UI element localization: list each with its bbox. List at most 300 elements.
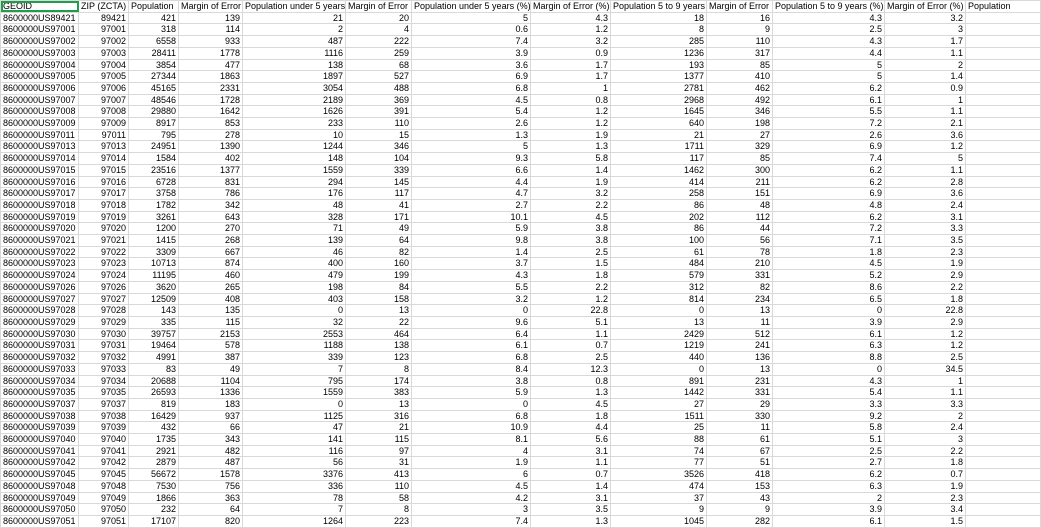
data-cell[interactable]: 97029 — [79, 316, 129, 328]
data-cell[interactable]: 3.8 — [531, 235, 611, 247]
data-cell[interactable]: 97002 — [79, 36, 129, 48]
geoid-cell[interactable]: 8600000US97003 — [1, 47, 79, 59]
data-cell[interactable]: 7.1 — [773, 235, 885, 247]
column-header[interactable]: Population under 5 years — [243, 1, 346, 13]
data-cell[interactable]: 97015 — [79, 164, 129, 176]
data-cell[interactable] — [966, 281, 1041, 293]
data-cell[interactable]: 487 — [179, 457, 243, 469]
data-cell[interactable]: 8 — [346, 363, 412, 375]
data-cell[interactable] — [966, 59, 1041, 71]
data-cell[interactable]: 13 — [707, 305, 773, 317]
data-cell[interactable]: 97011 — [79, 129, 129, 141]
data-cell[interactable]: 97038 — [79, 410, 129, 422]
data-cell[interactable]: 3.1 — [531, 492, 611, 504]
data-cell[interactable] — [966, 316, 1041, 328]
data-cell[interactable]: 0 — [611, 363, 707, 375]
data-cell[interactable]: 97050 — [79, 504, 129, 516]
data-cell[interactable]: 97045 — [79, 469, 129, 481]
data-cell[interactable]: 1866 — [129, 492, 179, 504]
geoid-cell[interactable]: 8600000US97006 — [1, 82, 79, 94]
data-cell[interactable] — [966, 246, 1041, 258]
data-cell[interactable]: 578 — [179, 340, 243, 352]
data-cell[interactable]: 1.4 — [412, 246, 531, 258]
data-cell[interactable]: 6.1 — [773, 515, 885, 527]
data-cell[interactable]: 97019 — [79, 211, 129, 223]
data-cell[interactable]: 110 — [346, 118, 412, 130]
data-cell[interactable]: 45165 — [129, 82, 179, 94]
data-cell[interactable]: 460 — [179, 270, 243, 282]
geoid-cell[interactable]: 8600000US97026 — [1, 281, 79, 293]
data-cell[interactable]: 1.2 — [885, 328, 966, 340]
data-cell[interactable]: 21 — [611, 129, 707, 141]
data-cell[interactable]: 0 — [773, 305, 885, 317]
data-cell[interactable]: 145 — [346, 176, 412, 188]
data-cell[interactable] — [966, 270, 1041, 282]
data-cell[interactable]: 814 — [611, 293, 707, 305]
data-cell[interactable]: 1.1 — [885, 47, 966, 59]
data-cell[interactable]: 0.8 — [531, 375, 611, 387]
data-cell[interactable]: 97013 — [79, 141, 129, 153]
data-cell[interactable] — [966, 258, 1041, 270]
data-cell[interactable]: 176 — [243, 188, 346, 200]
data-cell[interactable] — [966, 363, 1041, 375]
data-cell[interactable] — [966, 305, 1041, 317]
data-cell[interactable]: 3.6 — [412, 59, 531, 71]
data-cell[interactable]: 0.7 — [531, 340, 611, 352]
data-cell[interactable]: 5.9 — [412, 223, 531, 235]
data-cell[interactable]: 1377 — [179, 164, 243, 176]
data-cell[interactable]: 1.9 — [885, 480, 966, 492]
data-cell[interactable]: 3854 — [129, 59, 179, 71]
data-cell[interactable]: 41 — [346, 199, 412, 211]
data-cell[interactable]: 56672 — [129, 469, 179, 481]
column-header[interactable]: GEOID — [1, 1, 79, 13]
data-cell[interactable]: 97009 — [79, 118, 129, 130]
data-cell[interactable]: 270 — [179, 223, 243, 235]
data-cell[interactable]: 48546 — [129, 94, 179, 106]
data-cell[interactable]: 1511 — [611, 410, 707, 422]
data-cell[interactable]: 56 — [243, 457, 346, 469]
data-cell[interactable]: 16 — [707, 12, 773, 24]
data-cell[interactable]: 6.2 — [773, 211, 885, 223]
data-cell[interactable]: 1626 — [243, 106, 346, 118]
data-cell[interactable]: 2.5 — [885, 352, 966, 364]
geoid-cell[interactable]: 8600000US97031 — [1, 340, 79, 352]
data-cell[interactable]: 29880 — [129, 106, 179, 118]
data-cell[interactable]: 83 — [129, 363, 179, 375]
data-cell[interactable]: 12.3 — [531, 363, 611, 375]
data-cell[interactable]: 64 — [179, 504, 243, 516]
data-cell[interactable]: 2.7 — [773, 457, 885, 469]
data-cell[interactable]: 10.1 — [412, 211, 531, 223]
data-cell[interactable]: 58 — [346, 492, 412, 504]
data-cell[interactable]: 1.8 — [885, 457, 966, 469]
data-cell[interactable]: 1.4 — [531, 480, 611, 492]
data-cell[interactable]: 138 — [346, 340, 412, 352]
data-cell[interactable]: 3.2 — [412, 293, 531, 305]
data-cell[interactable]: 285 — [611, 36, 707, 48]
data-cell[interactable]: 1219 — [611, 340, 707, 352]
data-cell[interactable]: 6.3 — [773, 340, 885, 352]
data-cell[interactable]: 183 — [179, 398, 243, 410]
data-cell[interactable]: 27 — [611, 398, 707, 410]
data-cell[interactable]: 97001 — [79, 24, 129, 36]
data-cell[interactable]: 4.4 — [773, 47, 885, 59]
data-cell[interactable]: 7.4 — [773, 153, 885, 165]
data-cell[interactable]: 6 — [412, 469, 531, 481]
data-cell[interactable] — [966, 293, 1041, 305]
data-cell[interactable]: 117 — [346, 188, 412, 200]
data-cell[interactable]: 346 — [707, 106, 773, 118]
data-cell[interactable]: 9.2 — [773, 410, 885, 422]
data-cell[interactable]: 0.7 — [531, 469, 611, 481]
data-cell[interactable] — [966, 12, 1041, 24]
data-cell[interactable]: 97035 — [79, 387, 129, 399]
data-cell[interactable]: 199 — [346, 270, 412, 282]
data-cell[interactable]: 6.8 — [412, 352, 531, 364]
data-cell[interactable]: 6.2 — [773, 469, 885, 481]
data-cell[interactable]: 26593 — [129, 387, 179, 399]
geoid-cell[interactable]: 8600000US97002 — [1, 36, 79, 48]
data-cell[interactable]: 3.2 — [531, 188, 611, 200]
data-cell[interactable]: 3.3 — [885, 223, 966, 235]
data-cell[interactable]: 891 — [611, 375, 707, 387]
data-cell[interactable]: 331 — [707, 387, 773, 399]
data-cell[interactable]: 1442 — [611, 387, 707, 399]
data-cell[interactable] — [966, 94, 1041, 106]
data-cell[interactable]: 6.1 — [773, 328, 885, 340]
data-cell[interactable]: 12509 — [129, 293, 179, 305]
data-cell[interactable]: 4.5 — [531, 211, 611, 223]
data-cell[interactable]: 19464 — [129, 340, 179, 352]
data-cell[interactable]: 44 — [707, 223, 773, 235]
data-cell[interactable]: 418 — [707, 469, 773, 481]
data-cell[interactable]: 22.8 — [885, 305, 966, 317]
data-cell[interactable]: 3526 — [611, 469, 707, 481]
data-cell[interactable]: 86 — [611, 199, 707, 211]
data-cell[interactable]: 1 — [885, 94, 966, 106]
data-cell[interactable]: 2879 — [129, 457, 179, 469]
data-cell[interactable]: 6.6 — [412, 164, 531, 176]
data-cell[interactable] — [966, 398, 1041, 410]
data-cell[interactable]: 484 — [611, 258, 707, 270]
data-cell[interactable]: 138 — [243, 59, 346, 71]
data-cell[interactable]: 97031 — [79, 340, 129, 352]
data-cell[interactable]: 4.4 — [531, 422, 611, 434]
data-cell[interactable]: 97 — [346, 445, 412, 457]
data-cell[interactable]: 819 — [129, 398, 179, 410]
data-cell[interactable]: 6.2 — [773, 176, 885, 188]
data-cell[interactable]: 3.4 — [885, 504, 966, 516]
data-cell[interactable]: 97003 — [79, 47, 129, 59]
data-cell[interactable]: 0 — [243, 398, 346, 410]
geoid-cell[interactable]: 8600000US97039 — [1, 422, 79, 434]
geoid-cell[interactable]: 8600000US97034 — [1, 375, 79, 387]
data-cell[interactable]: 97017 — [79, 188, 129, 200]
data-cell[interactable]: 9 — [707, 504, 773, 516]
data-cell[interactable]: 2.7 — [412, 199, 531, 211]
data-cell[interactable]: 3.1 — [531, 445, 611, 457]
data-cell[interactable]: 346 — [346, 141, 412, 153]
data-cell[interactable]: 97042 — [79, 457, 129, 469]
data-cell[interactable]: 756 — [179, 480, 243, 492]
data-cell[interactable]: 1.9 — [885, 258, 966, 270]
data-cell[interactable]: 1778 — [179, 47, 243, 59]
data-cell[interactable]: 795 — [129, 129, 179, 141]
data-cell[interactable] — [966, 352, 1041, 364]
data-cell[interactable]: 3.5 — [885, 235, 966, 247]
data-cell[interactable]: 512 — [707, 328, 773, 340]
data-cell[interactable]: 5 — [773, 71, 885, 83]
data-cell[interactable]: 414 — [611, 176, 707, 188]
data-cell[interactable]: 1.3 — [531, 515, 611, 527]
data-cell[interactable]: 6558 — [129, 36, 179, 48]
data-cell[interactable]: 51 — [707, 457, 773, 469]
data-cell[interactable]: 22.8 — [531, 305, 611, 317]
data-cell[interactable]: 421 — [129, 12, 179, 24]
data-cell[interactable]: 24951 — [129, 141, 179, 153]
data-cell[interactable]: 136 — [707, 352, 773, 364]
data-cell[interactable]: 383 — [346, 387, 412, 399]
geoid-cell[interactable]: 8600000US97013 — [1, 141, 79, 153]
data-cell[interactable]: 135 — [179, 305, 243, 317]
data-cell[interactable]: 97006 — [79, 82, 129, 94]
data-cell[interactable]: 233 — [243, 118, 346, 130]
data-cell[interactable]: 48 — [707, 199, 773, 211]
data-cell[interactable]: 6.9 — [412, 71, 531, 83]
data-cell[interactable]: 1.2 — [531, 118, 611, 130]
data-cell[interactable]: 2553 — [243, 328, 346, 340]
data-cell[interactable] — [966, 504, 1041, 516]
data-cell[interactable]: 10.9 — [412, 422, 531, 434]
geoid-cell[interactable]: 8600000US97008 — [1, 106, 79, 118]
data-cell[interactable] — [966, 235, 1041, 247]
data-cell[interactable]: 27 — [707, 129, 773, 141]
data-cell[interactable]: 20 — [346, 12, 412, 24]
data-cell[interactable]: 2921 — [129, 445, 179, 457]
data-cell[interactable]: 8 — [346, 504, 412, 516]
data-cell[interactable]: 1.2 — [885, 340, 966, 352]
data-cell[interactable]: 29 — [707, 398, 773, 410]
geoid-cell[interactable]: 8600000US97017 — [1, 188, 79, 200]
data-cell[interactable]: 151 — [707, 188, 773, 200]
data-cell[interactable]: 6.4 — [412, 328, 531, 340]
data-cell[interactable]: 1188 — [243, 340, 346, 352]
data-cell[interactable]: 198 — [707, 118, 773, 130]
data-cell[interactable]: 4.5 — [412, 94, 531, 106]
data-cell[interactable]: 112 — [707, 211, 773, 223]
data-cell[interactable]: 4.3 — [773, 375, 885, 387]
data-cell[interactable]: 1.2 — [531, 24, 611, 36]
data-cell[interactable]: 1125 — [243, 410, 346, 422]
data-cell[interactable]: 25 — [611, 422, 707, 434]
data-cell[interactable]: 1.1 — [885, 387, 966, 399]
data-cell[interactable]: 3.6 — [885, 129, 966, 141]
data-cell[interactable]: 3.7 — [412, 258, 531, 270]
data-cell[interactable]: 387 — [179, 352, 243, 364]
data-cell[interactable] — [966, 328, 1041, 340]
data-cell[interactable]: 2.4 — [885, 199, 966, 211]
data-cell[interactable]: 85 — [707, 59, 773, 71]
data-cell[interactable]: 97008 — [79, 106, 129, 118]
data-cell[interactable] — [966, 36, 1041, 48]
data-cell[interactable]: 115 — [179, 316, 243, 328]
data-cell[interactable]: 3.8 — [412, 375, 531, 387]
data-cell[interactable]: 402 — [179, 153, 243, 165]
data-cell[interactable]: 4.3 — [773, 12, 885, 24]
data-cell[interactable]: 795 — [243, 375, 346, 387]
data-cell[interactable]: 294 — [243, 176, 346, 188]
data-cell[interactable]: 115 — [346, 434, 412, 446]
data-cell[interactable]: 6.9 — [773, 188, 885, 200]
geoid-cell[interactable]: 8600000US97027 — [1, 293, 79, 305]
data-cell[interactable]: 193 — [611, 59, 707, 71]
data-cell[interactable]: 1.1 — [885, 106, 966, 118]
geoid-cell[interactable]: 8600000US97048 — [1, 480, 79, 492]
data-cell[interactable]: 329 — [707, 141, 773, 153]
geoid-cell[interactable]: 8600000US97035 — [1, 387, 79, 399]
data-cell[interactable]: 7.2 — [773, 223, 885, 235]
data-cell[interactable]: 2.2 — [531, 199, 611, 211]
data-cell[interactable]: 1.8 — [773, 246, 885, 258]
geoid-cell[interactable]: 8600000US97045 — [1, 469, 79, 481]
data-cell[interactable]: 6.1 — [412, 340, 531, 352]
data-cell[interactable]: 160 — [346, 258, 412, 270]
data-cell[interactable] — [966, 410, 1041, 422]
data-cell[interactable]: 5.8 — [773, 422, 885, 434]
data-cell[interactable]: 1.7 — [531, 71, 611, 83]
column-header[interactable]: Population 5 to 9 years — [611, 1, 707, 13]
column-header[interactable]: Margin of Error — [707, 1, 773, 13]
geoid-cell[interactable]: 8600000US89421 — [1, 12, 79, 24]
data-cell[interactable]: 13 — [346, 398, 412, 410]
data-cell[interactable]: 32 — [243, 316, 346, 328]
data-cell[interactable]: 97021 — [79, 235, 129, 247]
data-cell[interactable]: 1.3 — [531, 387, 611, 399]
data-cell[interactable]: 2968 — [611, 94, 707, 106]
data-cell[interactable]: 1.9 — [531, 129, 611, 141]
data-cell[interactable]: 82 — [346, 246, 412, 258]
data-cell[interactable]: 4 — [412, 445, 531, 457]
data-cell[interactable]: 579 — [611, 270, 707, 282]
data-cell[interactable]: 1415 — [129, 235, 179, 247]
data-cell[interactable]: 5.5 — [412, 281, 531, 293]
data-cell[interactable]: 4.5 — [773, 258, 885, 270]
data-cell[interactable]: 143 — [129, 305, 179, 317]
data-cell[interactable]: 328 — [243, 211, 346, 223]
data-cell[interactable]: 3054 — [243, 82, 346, 94]
data-cell[interactable]: 1390 — [179, 141, 243, 153]
data-cell[interactable]: 49 — [346, 223, 412, 235]
data-cell[interactable]: 11195 — [129, 270, 179, 282]
data-cell[interactable]: 97022 — [79, 246, 129, 258]
data-cell[interactable]: 0.7 — [885, 469, 966, 481]
data-cell[interactable]: 97020 — [79, 223, 129, 235]
data-cell[interactable]: 265 — [179, 281, 243, 293]
data-cell[interactable]: 11 — [707, 422, 773, 434]
data-cell[interactable]: 300 — [707, 164, 773, 176]
data-cell[interactable]: 1.4 — [531, 164, 611, 176]
data-cell[interactable]: 6.8 — [412, 82, 531, 94]
data-cell[interactable]: 1711 — [611, 141, 707, 153]
data-cell[interactable]: 5 — [885, 153, 966, 165]
data-cell[interactable]: 6.9 — [773, 141, 885, 153]
data-cell[interactable]: 15 — [346, 129, 412, 141]
data-cell[interactable]: 97048 — [79, 480, 129, 492]
geoid-cell[interactable]: 8600000US97016 — [1, 176, 79, 188]
data-cell[interactable]: 2.6 — [412, 118, 531, 130]
data-cell[interactable]: 117 — [611, 153, 707, 165]
data-cell[interactable]: 1116 — [243, 47, 346, 59]
data-cell[interactable]: 820 — [179, 515, 243, 527]
data-cell[interactable]: 9 — [611, 504, 707, 516]
geoid-cell[interactable]: 8600000US97041 — [1, 445, 79, 457]
data-cell[interactable]: 1642 — [179, 106, 243, 118]
data-cell[interactable]: 67 — [707, 445, 773, 457]
data-cell[interactable]: 7.4 — [412, 36, 531, 48]
data-cell[interactable]: 116 — [243, 445, 346, 457]
data-cell[interactable]: 5.1 — [531, 316, 611, 328]
data-cell[interactable]: 317 — [707, 47, 773, 59]
data-cell[interactable] — [966, 164, 1041, 176]
data-cell[interactable]: 1782 — [129, 199, 179, 211]
data-cell[interactable]: 3 — [412, 504, 531, 516]
data-cell[interactable]: 198 — [243, 281, 346, 293]
data-cell[interactable]: 5.5 — [773, 106, 885, 118]
data-cell[interactable] — [966, 223, 1041, 235]
data-cell[interactable]: 97026 — [79, 281, 129, 293]
data-cell[interactable]: 158 — [346, 293, 412, 305]
data-cell[interactable]: 211 — [707, 176, 773, 188]
data-cell[interactable]: 464 — [346, 328, 412, 340]
data-cell[interactable] — [966, 129, 1041, 141]
data-cell[interactable] — [966, 199, 1041, 211]
data-cell[interactable]: 97039 — [79, 422, 129, 434]
data-cell[interactable]: 5 — [412, 12, 531, 24]
data-cell[interactable]: 141 — [243, 434, 346, 446]
data-cell[interactable]: 482 — [179, 445, 243, 457]
data-cell[interactable]: 8.6 — [773, 281, 885, 293]
data-cell[interactable]: 97030 — [79, 328, 129, 340]
data-cell[interactable]: 2429 — [611, 328, 707, 340]
data-cell[interactable]: 5.2 — [773, 270, 885, 282]
data-cell[interactable]: 97023 — [79, 258, 129, 270]
data-cell[interactable]: 37 — [611, 492, 707, 504]
data-cell[interactable]: 5 — [412, 141, 531, 153]
data-cell[interactable]: 97016 — [79, 176, 129, 188]
data-cell[interactable] — [966, 340, 1041, 352]
data-cell[interactable]: 4.5 — [531, 398, 611, 410]
data-cell[interactable] — [966, 188, 1041, 200]
data-cell[interactable]: 2 — [885, 410, 966, 422]
data-cell[interactable]: 2781 — [611, 82, 707, 94]
data-cell[interactable] — [966, 492, 1041, 504]
data-cell[interactable]: 2 — [885, 59, 966, 71]
data-cell[interactable]: 39757 — [129, 328, 179, 340]
data-cell[interactable]: 1645 — [611, 106, 707, 118]
data-cell[interactable]: 4.3 — [531, 12, 611, 24]
data-cell[interactable]: 2.3 — [885, 492, 966, 504]
data-cell[interactable]: 5.4 — [773, 387, 885, 399]
data-cell[interactable]: 331 — [707, 270, 773, 282]
data-cell[interactable]: 97032 — [79, 352, 129, 364]
data-cell[interactable]: 84 — [346, 281, 412, 293]
data-cell[interactable]: 3.3 — [773, 398, 885, 410]
data-cell[interactable]: 3 — [885, 24, 966, 36]
data-cell[interactable]: 1897 — [243, 71, 346, 83]
data-cell[interactable]: 10 — [243, 129, 346, 141]
data-cell[interactable]: 440 — [611, 352, 707, 364]
